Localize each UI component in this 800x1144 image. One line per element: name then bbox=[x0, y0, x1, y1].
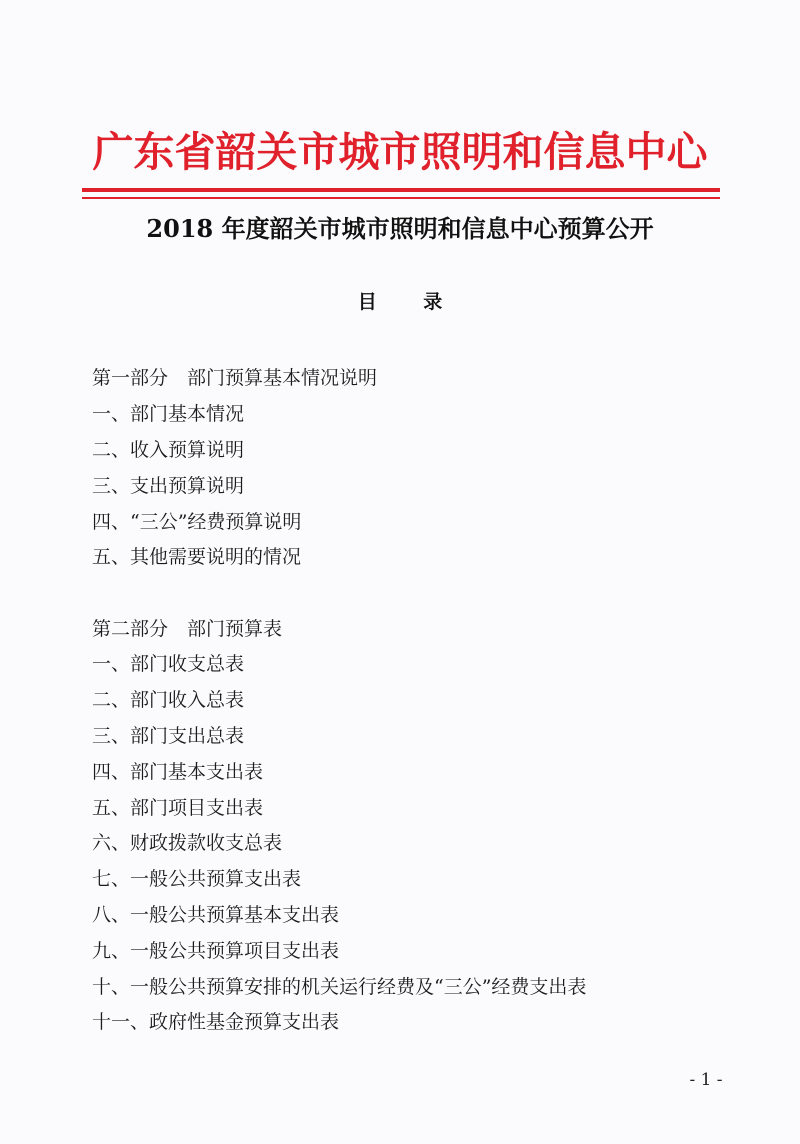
toc-item: 五、其他需要说明的情况 bbox=[92, 546, 302, 568]
toc-part1-title: 第一部分 部门预算基本情况说明 bbox=[92, 367, 378, 389]
toc-item: 八、一般公共预算基本支出表 bbox=[92, 904, 340, 926]
toc-item: 三、部门支出总表 bbox=[92, 725, 245, 747]
document-title: 2018 年度韶关市城市照明和信息中心预算公开 bbox=[146, 214, 654, 243]
toc-part2-title: 第二部分 部门预算表 bbox=[92, 618, 283, 640]
toc-item: 七、一般公共预算支出表 bbox=[92, 868, 302, 890]
toc-item: 二、收入预算说明 bbox=[92, 439, 245, 461]
toc-item: 四、部门基本支出表 bbox=[92, 761, 264, 783]
toc-item: 十、一般公共预算安排的机关运行经费及“三公”经费支出表 bbox=[92, 976, 587, 998]
toc-item: 四、“三公”经费预算说明 bbox=[92, 511, 302, 533]
toc-item: 十一、政府性基金预算支出表 bbox=[92, 1011, 340, 1033]
toc-item: 五、部门项目支出表 bbox=[92, 797, 264, 819]
header-rule-thick bbox=[82, 188, 720, 192]
toc-heading: 目 录 bbox=[357, 291, 463, 313]
toc-item: 一、部门收支总表 bbox=[92, 653, 245, 675]
toc-item: 一、部门基本情况 bbox=[92, 403, 245, 425]
organization-header: 广东省韶关市城市照明和信息中心 bbox=[92, 128, 708, 176]
toc-item: 九、一般公共预算项目支出表 bbox=[92, 940, 340, 962]
toc-item: 三、支出预算说明 bbox=[92, 475, 245, 497]
toc-item: 六、财政拨款收支总表 bbox=[92, 832, 283, 854]
page-number: - 1 - bbox=[689, 1070, 723, 1090]
toc-item: 二、部门收入总表 bbox=[92, 689, 245, 711]
header-rule-thin bbox=[82, 197, 720, 199]
